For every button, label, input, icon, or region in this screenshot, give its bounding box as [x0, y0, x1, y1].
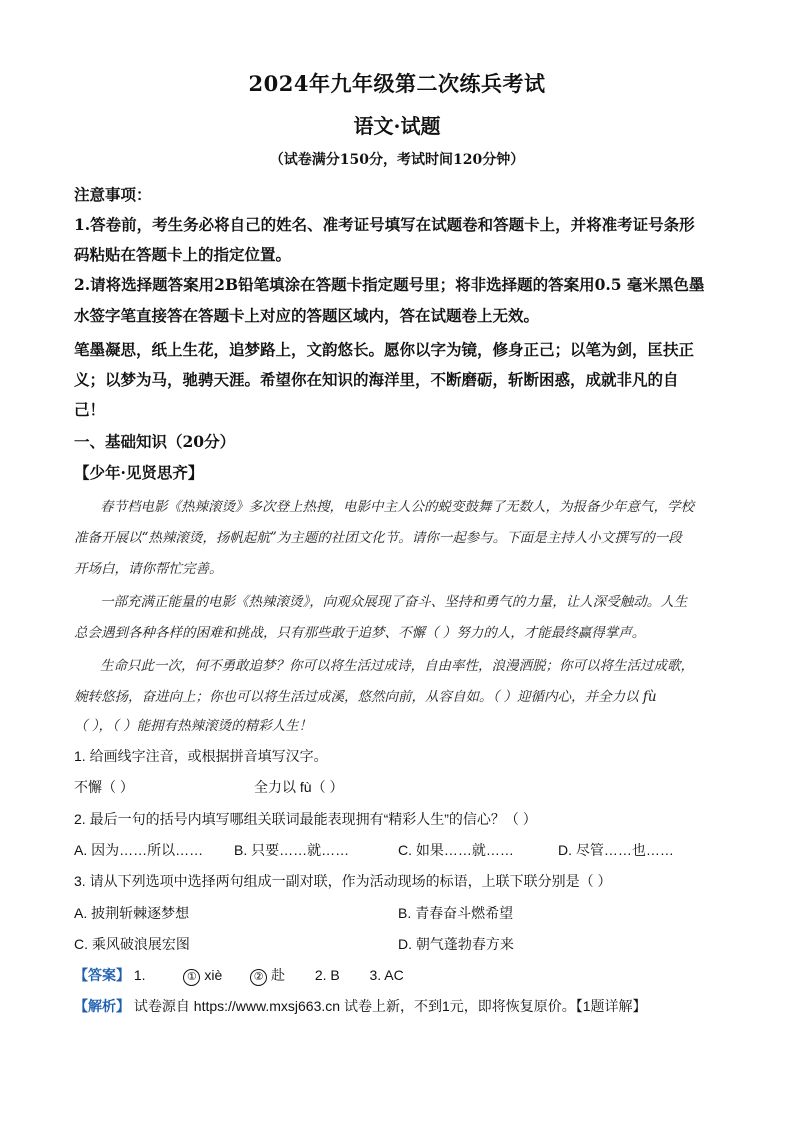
answer-q1-part2: 赴	[271, 967, 286, 983]
answer-tag: 【答案】	[74, 967, 130, 983]
section-heading: 一、基础知识（20分）	[74, 432, 236, 451]
passage-p1-line-1: 春节档电影《热辣滚烫》多次登上热搜，电影中主人公的蜕变鼓舞了无数人，为报备少年意气，学校	[100, 499, 694, 515]
section-sub-heading: 【少年·见贤思齐】	[74, 463, 204, 482]
subject-title: 语文·试题	[353, 114, 441, 138]
question-3-option-b: B. 青春奋斗燃希望	[398, 905, 514, 921]
motto-line-1: 笔墨凝思，纸上生花，追梦路上，文韵悠长。愿你以字为镜，修身正己；以笔为剑，匡扶正	[74, 340, 695, 359]
question-1-blank-b: 全力以 fù（ ）	[254, 779, 344, 795]
question-2-option-c: C. 如果……就……	[398, 842, 514, 858]
analysis-line	[74, 996, 647, 1016]
question-3-option-a: A. 披荆斩棘逐梦想	[74, 905, 190, 921]
passage-p2-line-2: 总会遇到各种各样的困难和挑战，只有那些敢于追梦、不懈（ ）努力的人，才能最终赢得掌声。	[74, 625, 646, 641]
answer-q3: 3. AC	[369, 967, 404, 983]
question-1: 1. 给画线字注音，或根据拼音填写汉字。	[74, 748, 328, 764]
question-3-option-c: C. 乘风破浪展宏图	[74, 936, 190, 952]
question-2-option-a: A. 因为……所以……	[74, 842, 204, 858]
notes-heading: 注意事项：	[74, 185, 152, 204]
note-1-line-2: 码粘贴在答题卡上的指定位置。	[74, 245, 292, 264]
question-2: 2. 最后一句的括号内填写哪组关联词最能表现拥有“精彩人生”的信心？（ ）	[74, 811, 537, 827]
score-note: （试卷满分150分，考试时间120分钟）	[269, 152, 525, 168]
note-1-line-1: 1.答卷前，考生务必将自己的姓名、准考证号填写在试题卷和答题卡上，并将准考证号条形	[74, 215, 695, 234]
circled-number-1-icon: ①	[183, 969, 200, 986]
motto-line-2: 义；以梦为马，驰骋天涯。希望你在知识的海洋里，不断磨砺，斩断困惑，成就非凡的自	[74, 370, 679, 389]
question-3: 3. 请从下列选项中选择两句组成一副对联，作为活动现场的标语，上联下联分别是（ ）	[74, 873, 612, 889]
question-2-option-b: B. 只要……就……	[234, 842, 350, 858]
answer-q1-number: 1.	[133, 967, 146, 983]
note-2-line-2: 水签字笔直接答在答题卡上对应的答题区域内，答在试题卷上无效。	[74, 306, 540, 325]
passage-p3-line-2: 婉转悠扬，奋进向上；你也可以将生活过成溪，悠然向前，从容自如。（ ）迎循内心，并全力以 fù	[74, 689, 657, 705]
passage-p3-line-3: （ ），（ ）能拥有热辣滚烫的精彩人生！	[74, 718, 313, 734]
note-2-line-1: 2.请将选择题答案用2B铅笔填涂在答题卡指定题号里；将非选择题的答案用0.5 毫米黑色墨	[74, 275, 705, 294]
question-2-option-d: D. 尽管……也……	[558, 842, 674, 858]
motto-line-3: 己！	[74, 400, 106, 419]
analysis-tag: 【解析】	[74, 998, 130, 1014]
answer-line	[74, 965, 404, 986]
circled-number-2-icon: ②	[250, 969, 267, 986]
passage-p3-line-1: 生命只此一次，何不勇敢追梦？你可以将生活过成诗，自由率性，浪漫洒脱；你可以将生活过成歌，	[100, 658, 694, 674]
passage-p2-line-1: 一部充满正能量的电影《热辣滚烫》，向观众展现了奋斗、坚持和勇气的力量，让人深受触动。人生	[100, 594, 688, 610]
exam-title: 2024年九年级第二次练兵考试	[248, 71, 546, 96]
passage-p1-line-3: 开场白，请你帮忙完善。	[74, 561, 223, 577]
question-3-option-d: D. 朝气蓬勃春方来	[398, 936, 514, 952]
question-1-blank-a: 不懈（ ）	[74, 779, 134, 795]
analysis-text: 试卷源自 https://www.mxsj663.cn 试卷上新，不到1元，即将恢复原价。【1题详解】	[133, 998, 647, 1014]
passage-p1-line-2: 准备开展以“热辣滚烫，扬帆起航”为主题的社团文化节。请你一起参与。下面是主持人小文撰写的一段	[74, 530, 682, 546]
answer-q2: 2. B	[314, 967, 340, 983]
answer-q1-part1: xiè	[204, 967, 223, 983]
